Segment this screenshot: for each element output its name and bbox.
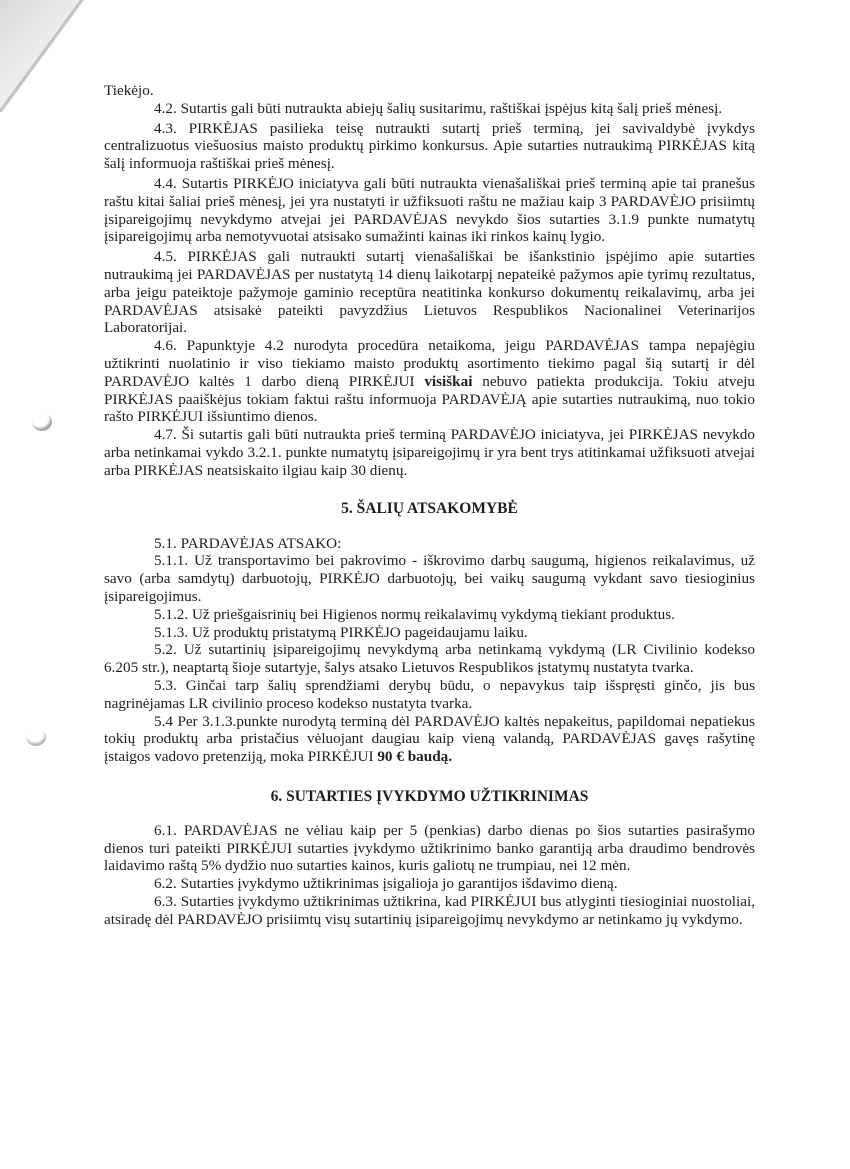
clause-text: Už sutartinių įsipareigojimų nevykdymą arba netinkamą vykdymą (LR Civilinio kodekso 6.205 str.), neaptartą šioje sutartyje, šalys atsako Lietuvos Respublikos įstatymų nustatyta tvarka. (104, 641, 755, 677)
clause-text: Papunktyje 4.2 nurodyta procedūra netaikoma, jeigu PARDAVĖJAS tampa nepajėgiu užtikrinti nuolatinio ir viso tiekiamo maisto produktų asortimento tiekimo pagal šią sutartį ir dėl PARDAVĖJO kaltės 1 darbo dieną PIRKĖJUI (104, 337, 755, 390)
clause-number: 5.1.2. (154, 605, 189, 623)
clause-text: Už transportavimo bei pakrovimo - iškrovimo darbų saugumą, higienos reikalavimus, už savo (arba samdytų) darbuotojų, PIRKĖJO darbuotojų, bei vaikų saugumą vykdant savo tiesioginius įsipareigojimus. (104, 552, 755, 605)
clause-number: 6.3. (154, 893, 177, 911)
clause-text: PARDAVĖJAS ATSAKO: (176, 534, 342, 552)
punch-hole-mark (32, 413, 52, 431)
section-6-heading: 6. SUTARTIES ĮVYKDYMO UŽTIKRINIMAS (270, 787, 589, 805)
clause-number: 5.1.1. (154, 552, 189, 570)
clause-number: 6.1. (154, 821, 177, 839)
clause-text: Sutarties įvykdymo užtikrinimas įsigalioja jo garantijos išdavimo dieną. (180, 875, 618, 893)
clause-number: 5.1.3. (154, 623, 189, 641)
clause-6-3 (104, 893, 755, 929)
clause-text: Ginčai tarp šalių sprendžiami derybų būdu, o nepavykus taip išspręsti ginčo, jis bus nagrinėjamas LR civilinio proceso kodekso nustatyta tvarka. (104, 676, 755, 712)
clause-5-4 (104, 713, 755, 766)
clause-text: Už priešgaisrinių bei Higienos normų reikalavimų vykdymą tiekiant produktus. (191, 605, 675, 623)
clause-number: 5.1. (154, 534, 177, 552)
clause-number: 5.2. (154, 641, 177, 659)
intro-line: Tiekėjo. (104, 82, 154, 99)
clause-text: nebuvo patiekta produkcija. Tokiu atveju PIRKĖJAS paaiškėjus tokiam faktui raštu informuoja PARDAVĖJĄ apie sutarties nutraukimą, nuo tokio rašto PIRKĖJUI išsiuntimo dienos. (104, 372, 755, 426)
clause-5-2 (104, 641, 755, 677)
clause-4-5 (104, 248, 755, 337)
clause-5-1-1 (104, 552, 755, 605)
fine-amount: 90 € baudą. (377, 748, 453, 766)
section-5-heading: 5. ŠALIŲ ATSAKOMYBĖ (341, 499, 518, 517)
clause-6-1 (104, 822, 755, 875)
clause-text: PIRKĖJAS gali nutraukti sutartį vienašališkai be išankstinio įspėjimo apie sutarties nutraukimą jei PARDAVĖJAS per nustatytą 14 dienų laikotarpį nepateikė pažymos apie tyrimų rezultatus, arba jeigu pateiktoje pažymoje gaminio receptūra neatitinka konkurso dokumentų reikalavimų, arba jei PARDAVĖJAS atsisakė pateikti pavyzdžius Lietuvos Respublikos Nacionalinei Veterinarijos Laboratorijai. (104, 248, 755, 337)
clause-text: Sutartis PIRKĖJO iniciatyva gali būti nutraukta vienašališkai prieš terminą apie tai pranešus raštu kitai šaliai prieš mėnesį, jei yra nustatyti ir užfiksuoti raštu ne mažiau kaip 3 PARDAVĖJO prisiimtų įsipareigojimų nevykdymo atvejai jei PARDAVĖJAS nevykdo šios sutarties 3.1.9 punkte numatytų įsipareigojimų arba nemotyvuotai atsisako sumažinti kainas iki rinkos kainų lygio. (104, 174, 755, 246)
clause-text: Sutartis gali būti nutraukta abiejų šalių susitarimu, raštiškai įspėjus kitą šalį prieš mėnesį. (180, 99, 723, 117)
clause-number: 4.5. (154, 248, 177, 266)
document-page (104, 82, 755, 929)
clause-4-6 (104, 337, 755, 426)
clause-number: 5.4 (154, 712, 173, 730)
clause-number: 4.4. (154, 174, 177, 192)
punch-hole-mark (26, 728, 46, 746)
clause-text: PIRKĖJAS pasilieka teisę nutraukti sutartį prieš terminą, jei savivaldybė įvykdys centralizuotus viešuosius maisto produktų pirkimo konkursus. Apie sutarties nutraukimą PIRKĖJAS kitą šalį informuoja raštiškai prieš mėnesį. (104, 119, 755, 173)
clause-text: Už produktų pristatymą PIRKĖJO pageidaujamu laiku. (191, 623, 528, 641)
clause-5-1-2 (104, 606, 755, 624)
emphasis-text: visiškai (424, 372, 473, 390)
clause-4-3 (104, 120, 755, 173)
clause-number: 4.2. (154, 99, 177, 117)
clause-number: 4.3. (154, 119, 177, 137)
scanned-page-corner-fold (0, 0, 90, 120)
clause-number: 6.2. (154, 875, 177, 893)
clause-4-7 (104, 426, 755, 479)
clause-text: PARDAVĖJAS ne vėliau kaip per 5 (penkias) darbo dienas po šios sutarties pasirašymo dienos turi pateikti PIRKĖJUI sutarties įvykdymo užtikrinimo banko garantiją arba draudimo bendrovės laidavimo raštą 5% dydžio nuo sutarties kainos, kuris galiotų ne trumpiau, nei 12 mėn. (104, 821, 756, 875)
clause-text: Sutarties įvykdymo užtikrinimas užtikrina, kad PIRKĖJUI bus atlyginti tiesioginiai nuostoliai, atsiradę dėl PARDAVĖJO prisiimtų visų sutartinių įsipareigojimų nevykdymo ar netinkamo jų vykdymo. (104, 893, 755, 928)
clause-6-2 (104, 875, 755, 893)
clause-number: 5.3. (154, 676, 177, 694)
clause-number: 4.7. (154, 426, 177, 444)
clause-4-4 (104, 175, 755, 246)
clause-text: Per 3.1.3.punkte nurodytą terminą dėl PARDAVĖJO kaltės nepakeitus, papildomai nepatiekus tokių produktų arba pristačius vėluojant daugiau kaip vieną valandą, PARDAVĖJAS gavęs rašytinę įstaigos vadovo pretenziją, moka PIRKĖJUI (104, 712, 756, 766)
clause-5-1 (104, 535, 755, 553)
clause-number: 4.6. (154, 337, 177, 355)
clause-text: Ši sutartis gali būti nutraukta prieš terminą PARDAVĖJO iniciatyva, jei PIRKĖJAS nevykdo arba netinkamai vykdo 3.2.1. punkte numatytų įsipareigojimų ir yra bent trys atitinkamai užfiksuoti atvejai arba PIRKĖJAS neatsiskaito ilgiau kaip 30 dienų. (104, 426, 755, 479)
clause-5-1-3 (104, 624, 755, 642)
clause-5-3 (104, 677, 755, 713)
clause-4-2 (104, 100, 755, 118)
